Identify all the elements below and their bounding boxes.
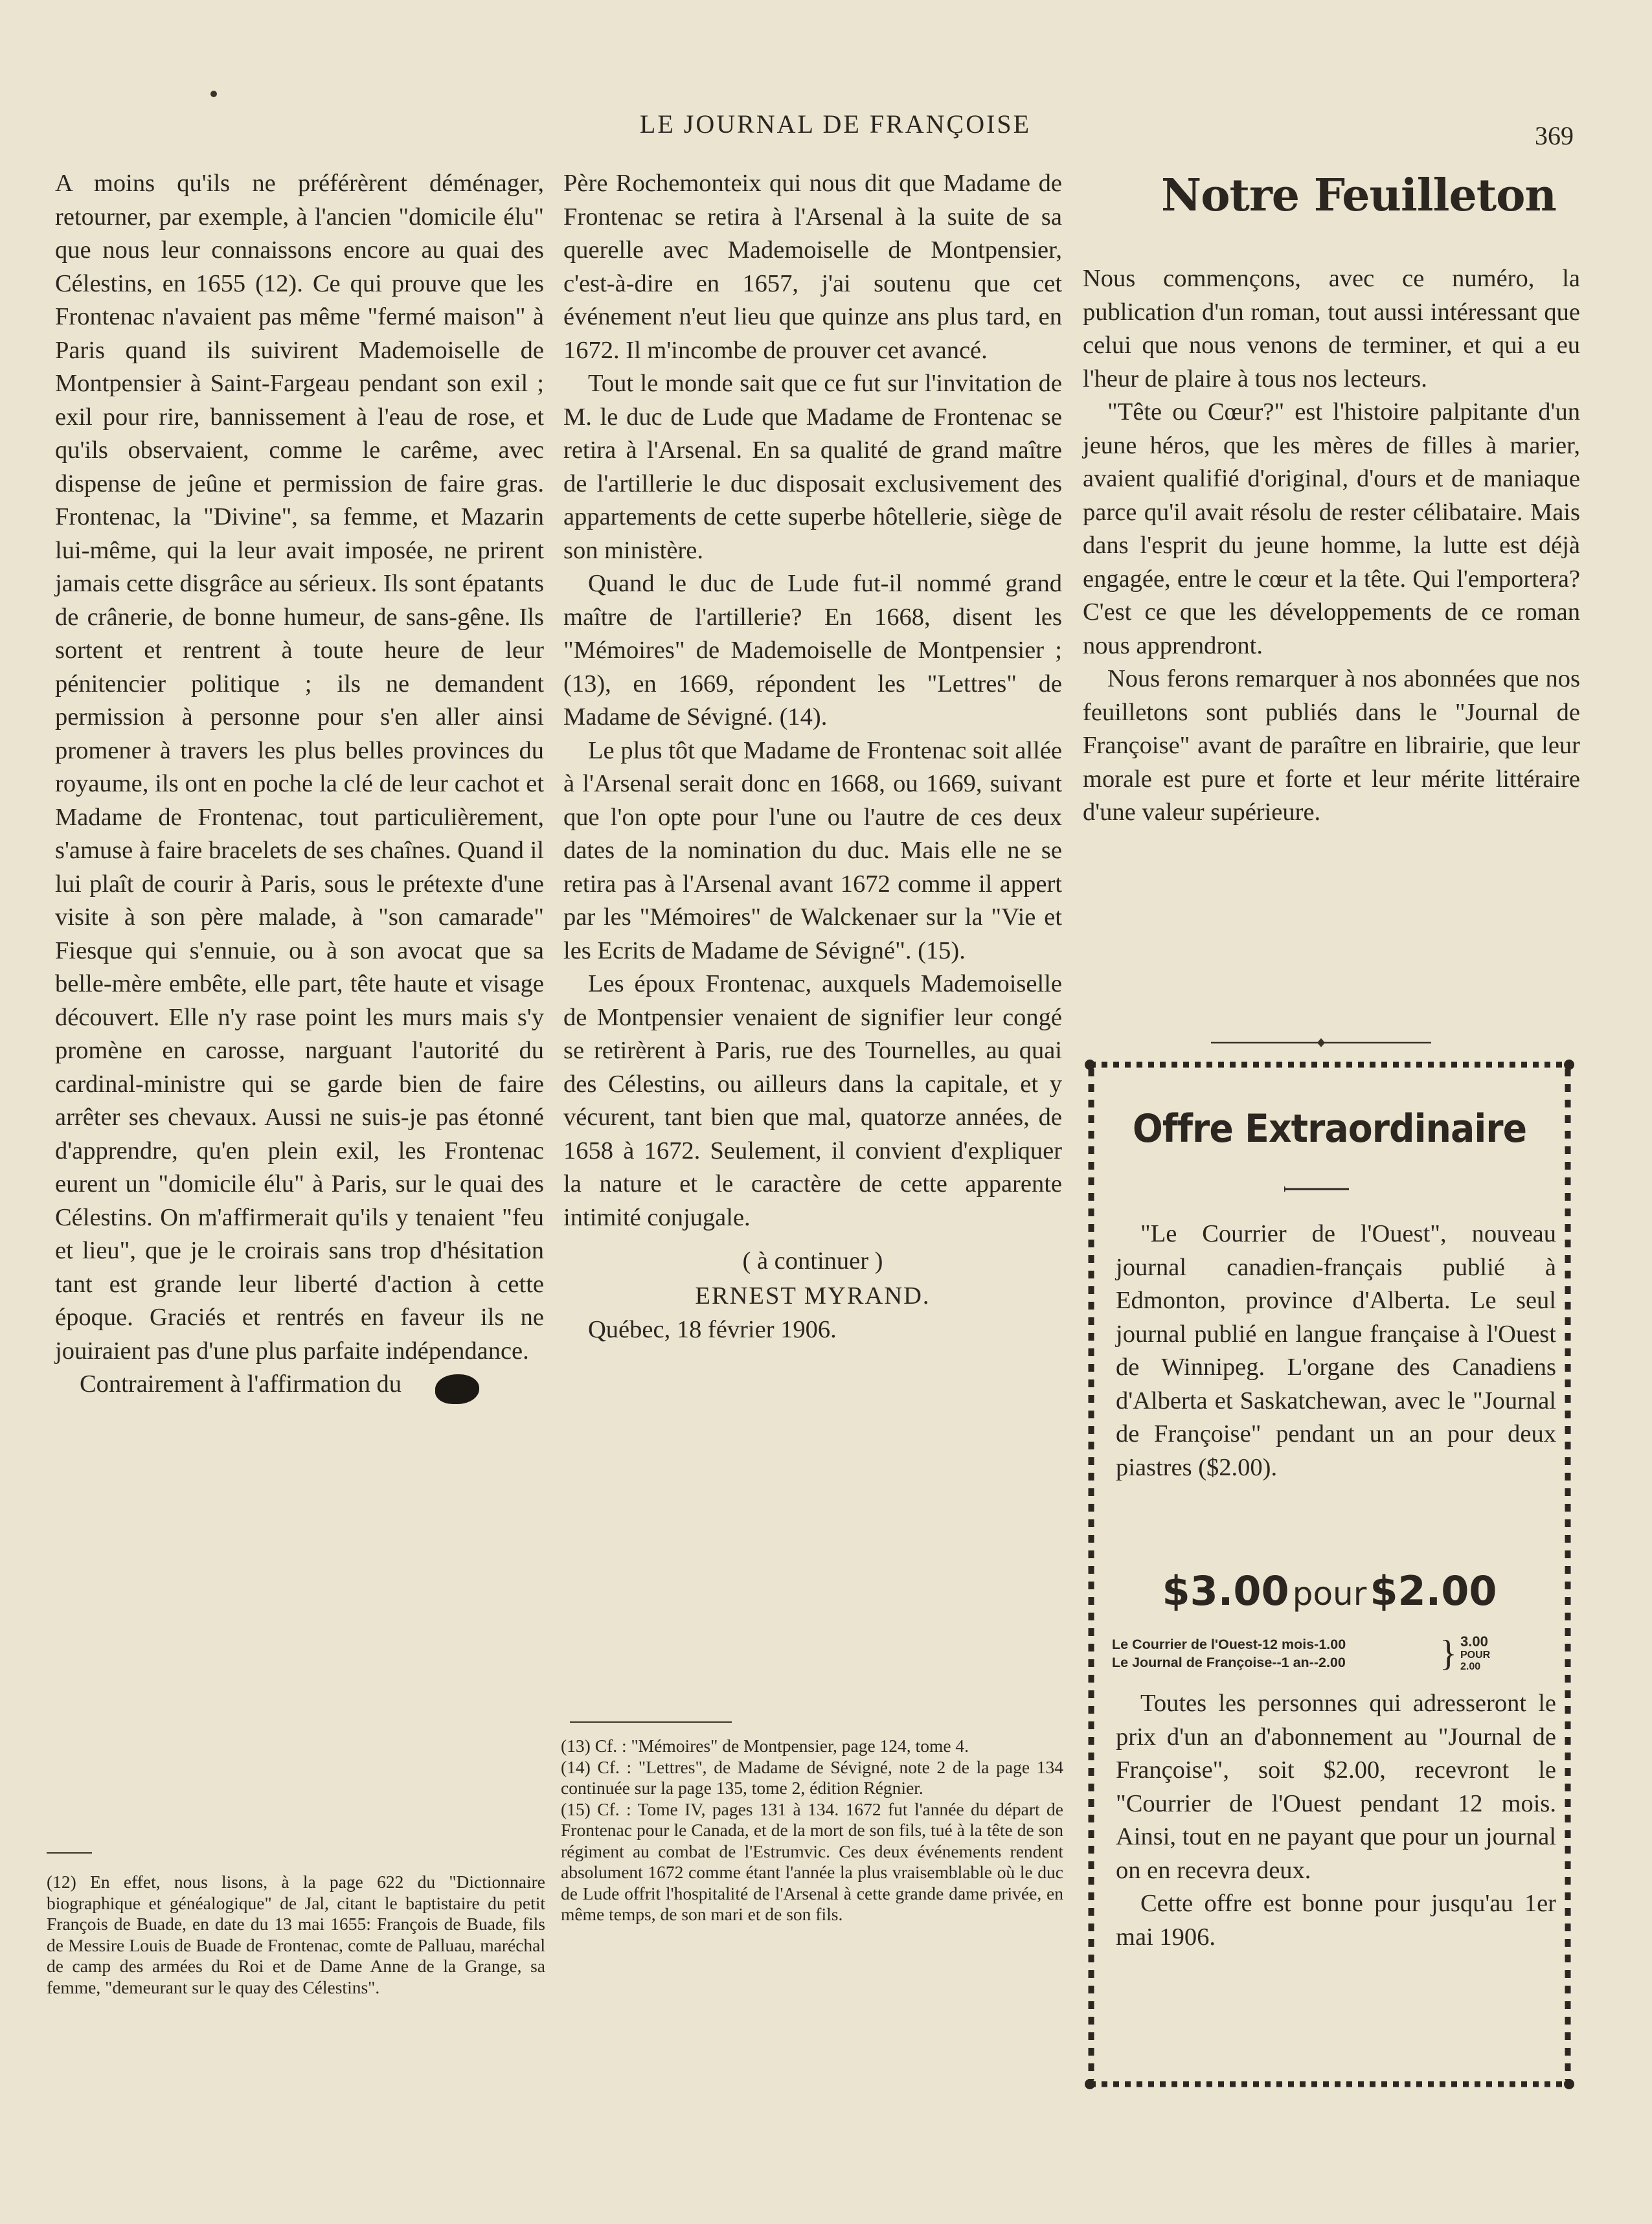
to-continue: ( à continuer ) — [742, 1247, 883, 1275]
article-column-1 — [55, 167, 544, 1401]
feuilleton-column — [1083, 262, 1580, 830]
footnote: (13) Cf. : "Mémoires" de Montpensier, page 124, tome 4. — [561, 1736, 969, 1756]
ink-dot — [210, 91, 217, 97]
article-paragraph: Contrairement à l'affirmation du — [80, 1370, 402, 1398]
footnote: (14) Cf. : "Lettres", de Madame de Sévigné, note 2 de la page 134 continuée sur la page 135, tome 2, édition Régnier. — [561, 1756, 1063, 1798]
feuilleton-heading: Notre Feuilleton — [1161, 170, 1556, 221]
brace-icon: } — [1440, 1633, 1457, 1674]
footnotes-column-2 — [561, 1736, 1063, 1925]
offer-validity: Cette offre est bonne pour jusqu'au 1er mai 1906. — [1116, 1890, 1556, 1951]
article-paragraph: Les époux Frontenac, auxquels Mademoiselle de Montpensier venaient de signifier leur congé se retirèrent à Paris, rue des Tournelles, au quai des Célestins, ou ailleurs dans la capitale, et y vécurent, tant bien que mal, quatorze années, de 1658 à 1672. Seulement, il convient d'expliquer la nature et le caractère de cette apparente intimité conjugale. — [563, 970, 1062, 1231]
article-paragraph: Tout le monde sait que ce fut sur l'invitation de M. le duc de Lude que Madame de Frontenac se retira à l'Arsenal. En sa qualité de grand maître de l'artillerie le duc disposait exclusivement des appartements de cette superbe hôtellerie, siège de son ministère. — [563, 370, 1062, 564]
offer-intro-text: "Le Courrier de l'Ouest", nouveau journal canadien-français publié à Edmonton, province d'Alberta. Le seul journal publié en langue française à l'Ouest de Winnipeg. L'organe des Canadiens d'Alberta et Saskatchewan, avec le "Journal de Françoise" pendant un an pour deux piastres ($2.00). — [1116, 1220, 1556, 1481]
offer-title: Offre Extraordinaire — [1132, 1106, 1527, 1152]
article-paragraph: Le plus tôt que Madame de Frontenac soit allée à l'Arsenal serait donc en 1668, ou 1669, suivant que l'on opte pour l'une ou l'autre de ces deux dates de la nomination du duc. Mais elle ne se retira pas à l'Arsenal avant 1672 comme il appert par les "Mémoires" de Walckenaer sur la "Vie et les Ecrits de Madame de Sévigné". (15). — [563, 736, 1062, 964]
offer-body — [1116, 1687, 1556, 1954]
footnotes-column-1 — [47, 1872, 545, 1998]
page-number: 369 — [1535, 121, 1574, 150]
summary-total: 3.00 — [1460, 1633, 1488, 1650]
price-pour: pour — [1292, 1575, 1367, 1613]
offer-summary — [1460, 1634, 1490, 1673]
offer-breakdown — [1112, 1635, 1449, 1672]
offer-box — [1077, 1056, 1582, 2093]
footnote: (12) En effet, nous lisons, à la page 622 du "Dictionnaire biographique et généalogique" de Jal, citant le baptistaire du petit François de Buade, en date du 13 mai 1655: François de Buade, fils de Messire Louis de Buade de Frontenac, comte de Palluau, maréchal de camp des armées du Roi et de Dame Anne de la Grange, sa femme, "demeurant sur le quay des Célestins". — [47, 1872, 545, 1997]
price-new: $2.00 — [1370, 1567, 1497, 1615]
article-paragraph: Quand le duc de Lude fut-il nommé grand maître de l'artillerie? En 1668, disent les "Mémoires" de Mademoiselle de Montpensier ; (13), en 1669, répondent les "Lettres" de Madame de Sévigné. (14). — [563, 570, 1062, 731]
breakdown-line-courrier: Le Courrier de l'Ouest-12 mois-1.00 — [1112, 1637, 1346, 1652]
breakdown-line-journal: Le Journal de Françoise--1 an--2.00 — [1112, 1655, 1346, 1670]
feuilleton-paragraph: "Tête ou Cœur?" est l'histoire palpitante d'un jeune héros, que les mères de filles à marier, avaient qualifié d'original, d'ours et de maniaque parce qu'il avait résolu de rester célibataire. Mais dans l'esprit du jeune homme, la lutte est déjà engagée, entre le cœur et la tête. Qui l'emportera? C'est ce que les développements de ce roman nous apprendront. — [1083, 398, 1580, 659]
article-column-2 — [563, 167, 1062, 1347]
article-paragraph: A moins qu'ils ne préférèrent déménager, retourner, par exemple, à l'ancien "domicile élu" que nous leur connaissons encore au quai des Célestins, en 1655 (12). Ce qui prouve que les Frontenac n'avaient pas même "fermé maison" à Paris quand ils suivirent Mademoiselle de Montpensier à Saint-Fargeau pendant son exil ; exil pour rire, bannissement à l'eau de rose, et qu'ils observaient, comme le carême, avec dispense de jeûne et permission de faire gras. Frontenac, la "Divine", sa femme, et Mazarin lui-même, qui la leur avait imposée, ne prirent jamais cette disgrâce au sérieux. Ils sont épatants de crânerie, de bonne humeur, de sans-gêne. Ils sortent et rentrent à toute heure de leur pénitencier politique ; ils ne demandent permission à personne pour s'en aller ainsi promener à travers les plus belles provinces du royaume, ils ont en poche la clé de leur cachot et Madame de Frontenac, tout particulièrement, s'amuse à faire bracelets de ses chaînes. Quand il lui plaît de courir à Paris, sous le prétexte d'une visite à son père malade, à "son camarade" Fiesque qui s'ennuie, ou à son avocat que sa belle-mère embête, elle part, tête haute et visage découvert. Elle n'y rase point les murs mais s'y promène en carosse, narguant l'autorité du cardinal-ministre qui se garde bien de faire arrêter ses chevaux. Aussi ne suis-je pas étonné d'apprendre, qu'en plein exil, les Frontenac eurent un "domicile élu" à Paris, sur le quai des Célestins. On m'affirmerait qu'ils y tenaient "feu et lieu", que je le croirais sans trop d'hésitation tant est grande leur liberté d'action à cette époque. Graciés et rentrés en faveur ils ne jouiraient pas d'une plus parfaite indépendance. — [55, 170, 544, 1365]
price-old: $3.00 — [1162, 1567, 1289, 1615]
ink-blot — [435, 1374, 479, 1404]
title-dash — [1284, 1185, 1349, 1193]
ornament-divider — [1211, 1036, 1431, 1049]
summary-pour: POUR — [1460, 1650, 1491, 1661]
feuilleton-paragraph: Nous ferons remarquer à nos abonnées que nos feuilletons sont publiés dans le "Journal de Françoise" avant de paraître en librairie, que leur morale est pure et forte et leur mérite littéraire d'une valeur supérieure. — [1083, 665, 1580, 826]
footnote: (15) Cf. : Tome IV, pages 131 à 134. 1672 fut l'année du départ de Frontenac pour le Canada, et de la mort de son fils, tué à la tête de son régiment au combat de l'Estrumvic. Ces deux événements rendent absolument 1672 comme étant l'année la plus vraisemblable où le duc de Lude offrit l'hospitalité de l'Arsenal à cette grande dame privée, en même temps, de son mari et de son fils. — [561, 1798, 1063, 1924]
feuilleton-paragraph: Nous commençons, avec ce numéro, la publication d'un roman, tout aussi intéressant que celui que nous venons de terminer, et qui a eu l'heur de plaire à tous nos lecteurs. — [1083, 265, 1580, 392]
footnote-rule — [47, 1852, 92, 1854]
offer-price-line — [1077, 1567, 1582, 1615]
author-name: ERNEST MYRAND. — [695, 1282, 931, 1310]
summary-new: 2.00 — [1460, 1661, 1481, 1672]
offer-intro — [1116, 1218, 1556, 1484]
running-title: LE JOURNAL DE FRANÇOISE — [639, 109, 1032, 139]
dateline: Québec, 18 février 1906. — [588, 1316, 837, 1343]
offer-body-text: Toutes les personnes qui adresseront le prix d'un an d'abonnement au "Journal de Françoise", soit $2.00, recevront le "Courrier de l'Ouest pendant 12 mois. Ainsi, tout en ne payant que pour un journal on en recevra deux. — [1116, 1690, 1556, 1884]
signature-block — [563, 1243, 1062, 1313]
article-paragraph: Père Rochemonteix qui nous dit que Madame de Frontenac se retira à l'Arsenal à la suite de sa querelle avec Mademoiselle de Montpensier, c'est-à-dire en 1657, j'ai soutenu que cet événement n'eut lieu que quinze ans plus tard, en 1672. Il m'incombe de prouver cet avancé. — [563, 170, 1062, 364]
footnote-rule — [570, 1721, 732, 1723]
